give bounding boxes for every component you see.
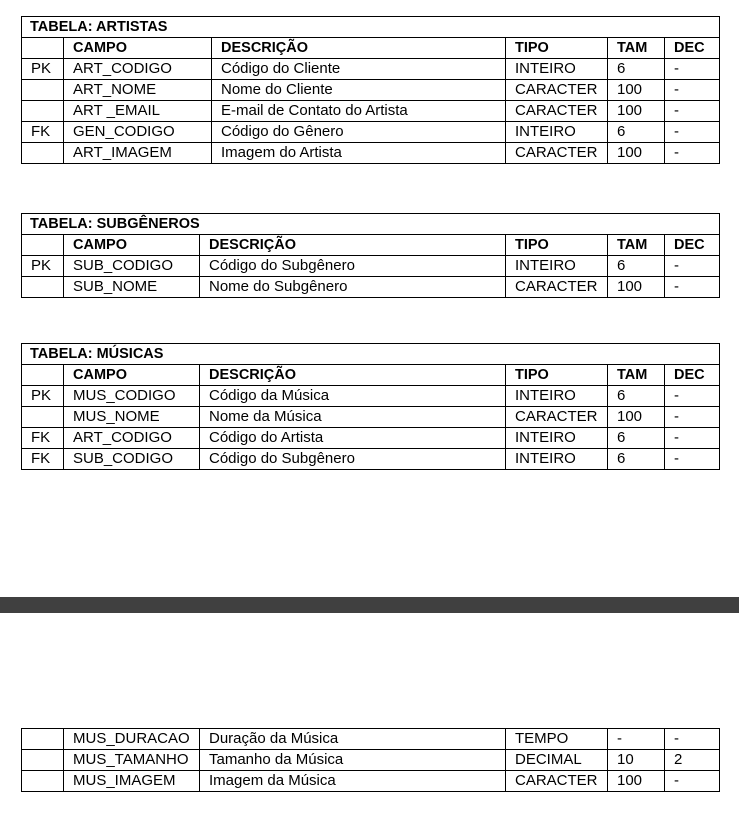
cell-descricao: Código da Música	[200, 386, 506, 407]
cell-descricao: Código do Subgênero	[200, 256, 506, 277]
cell-tipo: CARACTER	[506, 277, 608, 298]
cell-campo: SUB_NOME	[64, 277, 200, 298]
cell-descricao: Imagem da Música	[200, 771, 506, 792]
header-descricao: DESCRIÇÃO	[212, 38, 506, 59]
cell-key: FK	[22, 428, 64, 449]
cell-dec: -	[665, 277, 720, 298]
cell-dec: -	[665, 59, 720, 80]
cell-key: FK	[22, 449, 64, 470]
cell-tipo: INTEIRO	[506, 449, 608, 470]
table-musicas-continued	[21, 728, 720, 792]
header-key	[22, 38, 64, 59]
cell-key: FK	[22, 122, 64, 143]
cell-campo: ART_NOME	[64, 80, 212, 101]
table-header-row	[22, 365, 720, 386]
cell-campo: MUS_NOME	[64, 407, 200, 428]
table-subgeneros	[21, 213, 720, 298]
cell-tipo: CARACTER	[506, 143, 608, 164]
table-row	[22, 256, 720, 277]
cell-tipo: CARACTER	[506, 407, 608, 428]
cell-key: PK	[22, 256, 64, 277]
cell-descricao: Código do Cliente	[212, 59, 506, 80]
table-row	[22, 449, 720, 470]
table-musicas	[21, 343, 720, 470]
cell-descricao: Imagem do Artista	[212, 143, 506, 164]
cell-campo: ART_IMAGEM	[64, 143, 212, 164]
cell-dec: -	[665, 256, 720, 277]
cell-tam: 100	[608, 277, 665, 298]
cell-tam: 100	[608, 771, 665, 792]
cell-tam: 100	[608, 407, 665, 428]
table-title-row	[22, 214, 720, 235]
table-title: TABELA: MÚSICAS	[22, 344, 720, 365]
cell-tam: 6	[608, 256, 665, 277]
table-row	[22, 101, 720, 122]
cell-campo: MUS_TAMANHO	[64, 750, 200, 771]
header-key	[22, 365, 64, 386]
table-row	[22, 771, 720, 792]
cell-key	[22, 277, 64, 298]
header-campo: CAMPO	[64, 365, 200, 386]
header-tipo: TIPO	[506, 235, 608, 256]
cell-descricao: Duração da Música	[200, 729, 506, 750]
cell-campo: ART _EMAIL	[64, 101, 212, 122]
header-descricao: DESCRIÇÃO	[200, 235, 506, 256]
cell-tipo: CARACTER	[506, 771, 608, 792]
cell-key	[22, 407, 64, 428]
table-row	[22, 122, 720, 143]
cell-key	[22, 729, 64, 750]
cell-tipo: DECIMAL	[506, 750, 608, 771]
cell-dec: -	[665, 101, 720, 122]
table-title-row	[22, 344, 720, 365]
cell-tam: -	[608, 729, 665, 750]
cell-descricao: E-mail de Contato do Artista	[212, 101, 506, 122]
cell-dec: -	[665, 122, 720, 143]
table-row	[22, 428, 720, 449]
cell-campo: ART_CODIGO	[64, 59, 212, 80]
table-header-row	[22, 38, 720, 59]
cell-tam: 6	[608, 59, 665, 80]
header-tipo: TIPO	[506, 365, 608, 386]
cell-dec: -	[665, 407, 720, 428]
cell-key: PK	[22, 386, 64, 407]
cell-tam: 6	[608, 428, 665, 449]
cell-campo: GEN_CODIGO	[64, 122, 212, 143]
cell-tam: 10	[608, 750, 665, 771]
table-row	[22, 143, 720, 164]
cell-tam: 100	[608, 101, 665, 122]
cell-descricao: Código do Artista	[200, 428, 506, 449]
cell-key	[22, 80, 64, 101]
cell-dec: 2	[665, 750, 720, 771]
header-tam: TAM	[608, 235, 665, 256]
header-tam: TAM	[608, 365, 665, 386]
cell-key	[22, 750, 64, 771]
cell-dec: -	[665, 143, 720, 164]
table-row	[22, 407, 720, 428]
header-dec: DEC	[665, 235, 720, 256]
header-dec: DEC	[665, 365, 720, 386]
header-tam: TAM	[608, 38, 665, 59]
header-descricao: DESCRIÇÃO	[200, 365, 506, 386]
cell-key	[22, 143, 64, 164]
cell-tam: 100	[608, 143, 665, 164]
header-tipo: TIPO	[506, 38, 608, 59]
cell-tam: 6	[608, 386, 665, 407]
cell-dec: -	[665, 80, 720, 101]
table-row	[22, 80, 720, 101]
cell-campo: SUB_CODIGO	[64, 449, 200, 470]
cell-key	[22, 771, 64, 792]
cell-dec: -	[665, 449, 720, 470]
cell-tipo: INTEIRO	[506, 386, 608, 407]
cell-tipo: INTEIRO	[506, 256, 608, 277]
table-row	[22, 750, 720, 771]
cell-tipo: CARACTER	[506, 101, 608, 122]
cell-campo: MUS_IMAGEM	[64, 771, 200, 792]
cell-tipo: TEMPO	[506, 729, 608, 750]
table-title-row	[22, 17, 720, 38]
table-title: TABELA: SUBGÊNEROS	[22, 214, 720, 235]
cell-descricao: Nome do Subgênero	[200, 277, 506, 298]
table-header-row	[22, 235, 720, 256]
cell-campo: ART_CODIGO	[64, 428, 200, 449]
cell-tam: 100	[608, 80, 665, 101]
cell-dec: -	[665, 771, 720, 792]
header-campo: CAMPO	[64, 38, 212, 59]
cell-tipo: INTEIRO	[506, 122, 608, 143]
cell-tam: 6	[608, 449, 665, 470]
cell-dec: -	[665, 386, 720, 407]
page-break-separator	[0, 597, 739, 613]
table-title: TABELA: ARTISTAS	[22, 17, 720, 38]
table-row	[22, 59, 720, 80]
cell-descricao: Nome do Cliente	[212, 80, 506, 101]
cell-campo: MUS_DURACAO	[64, 729, 200, 750]
cell-tipo: INTEIRO	[506, 428, 608, 449]
cell-descricao: Código do Gênero	[212, 122, 506, 143]
cell-key	[22, 101, 64, 122]
header-dec: DEC	[665, 38, 720, 59]
cell-key: PK	[22, 59, 64, 80]
table-row	[22, 729, 720, 750]
header-campo: CAMPO	[64, 235, 200, 256]
cell-descricao: Tamanho da Música	[200, 750, 506, 771]
table-artistas	[21, 16, 720, 164]
cell-descricao: Código do Subgênero	[200, 449, 506, 470]
cell-descricao: Nome da Música	[200, 407, 506, 428]
cell-dec: -	[665, 729, 720, 750]
table-row	[22, 386, 720, 407]
table-row	[22, 277, 720, 298]
header-key	[22, 235, 64, 256]
cell-tipo: INTEIRO	[506, 59, 608, 80]
cell-campo: SUB_CODIGO	[64, 256, 200, 277]
cell-tipo: CARACTER	[506, 80, 608, 101]
cell-tam: 6	[608, 122, 665, 143]
cell-dec: -	[665, 428, 720, 449]
cell-campo: MUS_CODIGO	[64, 386, 200, 407]
